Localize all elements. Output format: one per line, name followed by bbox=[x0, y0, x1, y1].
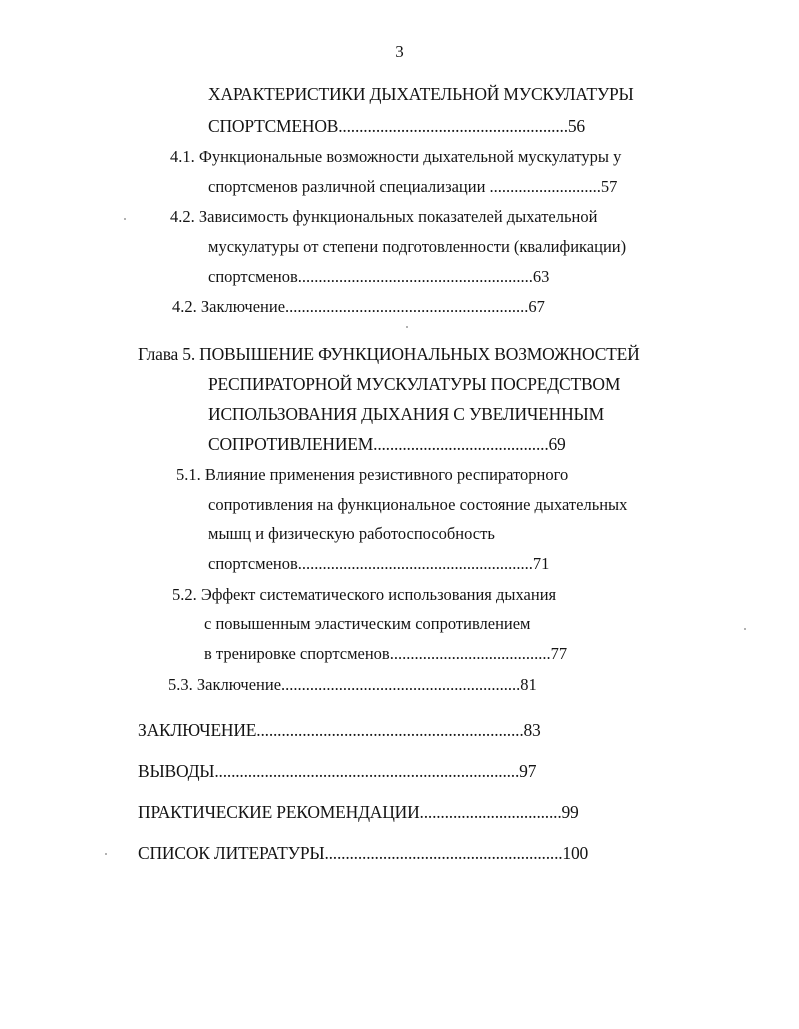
toc-section-5-1-line1: 5.1. Влияние применения резистивного респираторного bbox=[176, 465, 569, 484]
scan-speck bbox=[124, 218, 126, 220]
toc-section-5-2-line2: с повышенным эластическим сопротивлением bbox=[204, 614, 531, 633]
toc-practical-recommendations: ПРАКТИЧЕСКИЕ РЕКОМЕНДАЦИИ..................................99 bbox=[138, 802, 579, 822]
scan-speck bbox=[744, 628, 746, 630]
toc-section-4-2-line3: спортсменов.........................................................63 bbox=[208, 267, 550, 286]
scan-speck bbox=[406, 326, 408, 328]
toc-section-4-2-line1: 4.2. Зависимость функциональных показателей дыхательной bbox=[170, 207, 598, 226]
toc-section-5-3: 5.3. Заключение..........................................................81 bbox=[168, 675, 537, 694]
toc-chapter5-title-line2: РЕСПИРАТОРНОЙ МУСКУЛАТУРЫ ПОСРЕДСТВОМ bbox=[208, 374, 621, 394]
page-number: 3 bbox=[395, 42, 404, 61]
toc-section-4-1-line1: 4.1. Функциональные возможности дыхательной мускулатуры у bbox=[170, 147, 622, 166]
toc-conclusion: ЗАКЛЮЧЕНИЕ................................................................83 bbox=[138, 720, 541, 740]
toc-chapter5-title-line1: Глава 5. ПОВЫШЕНИЕ ФУНКЦИОНАЛЬНЫХ ВОЗМОЖНОСТЕЙ bbox=[138, 344, 640, 364]
toc-section-4-1-line2: спортсменов различной специализации ...........................57 bbox=[208, 177, 618, 196]
toc-section-5-1-line3: мышц и физическую работоспособность bbox=[208, 524, 495, 543]
toc-section-5-2-line1: 5.2. Эффект систематического использования дыхания bbox=[172, 585, 557, 604]
toc-references: СПИСОК ЛИТЕРАТУРЫ.........................................................100 bbox=[138, 843, 589, 863]
toc-chapter5-title-line4: СОПРОТИВЛЕНИЕМ..........................................69 bbox=[208, 434, 566, 454]
scan-speck bbox=[105, 853, 107, 855]
toc-chapter4-title-line2: СПОРТСМЕНОВ.......................................................56 bbox=[208, 116, 585, 136]
toc-section-4-2-conclusion: 4.2. Заключение...........................................................67 bbox=[172, 297, 545, 316]
toc-section-5-1-line2: сопротивления на функциональное состояние дыхательных bbox=[208, 495, 628, 514]
toc-section-4-2-line2: мускулатуры от степени подготовленности (квалификации) bbox=[208, 237, 627, 256]
toc-chapter4-title-line1: ХАРАКТЕРИСТИКИ ДЫХАТЕЛЬНОЙ МУСКУЛАТУРЫ bbox=[208, 84, 634, 104]
toc-chapter5-title-line3: ИСПОЛЬЗОВАНИЯ ДЫХАНИЯ С УВЕЛИЧЕННЫМ bbox=[208, 404, 604, 424]
toc-section-5-1-line4: спортсменов.........................................................71 bbox=[208, 554, 550, 573]
toc-section-5-2-line3: в тренировке спортсменов.......................................77 bbox=[204, 644, 568, 663]
toc-findings: ВЫВОДЫ.........................................................................97 bbox=[138, 761, 537, 781]
